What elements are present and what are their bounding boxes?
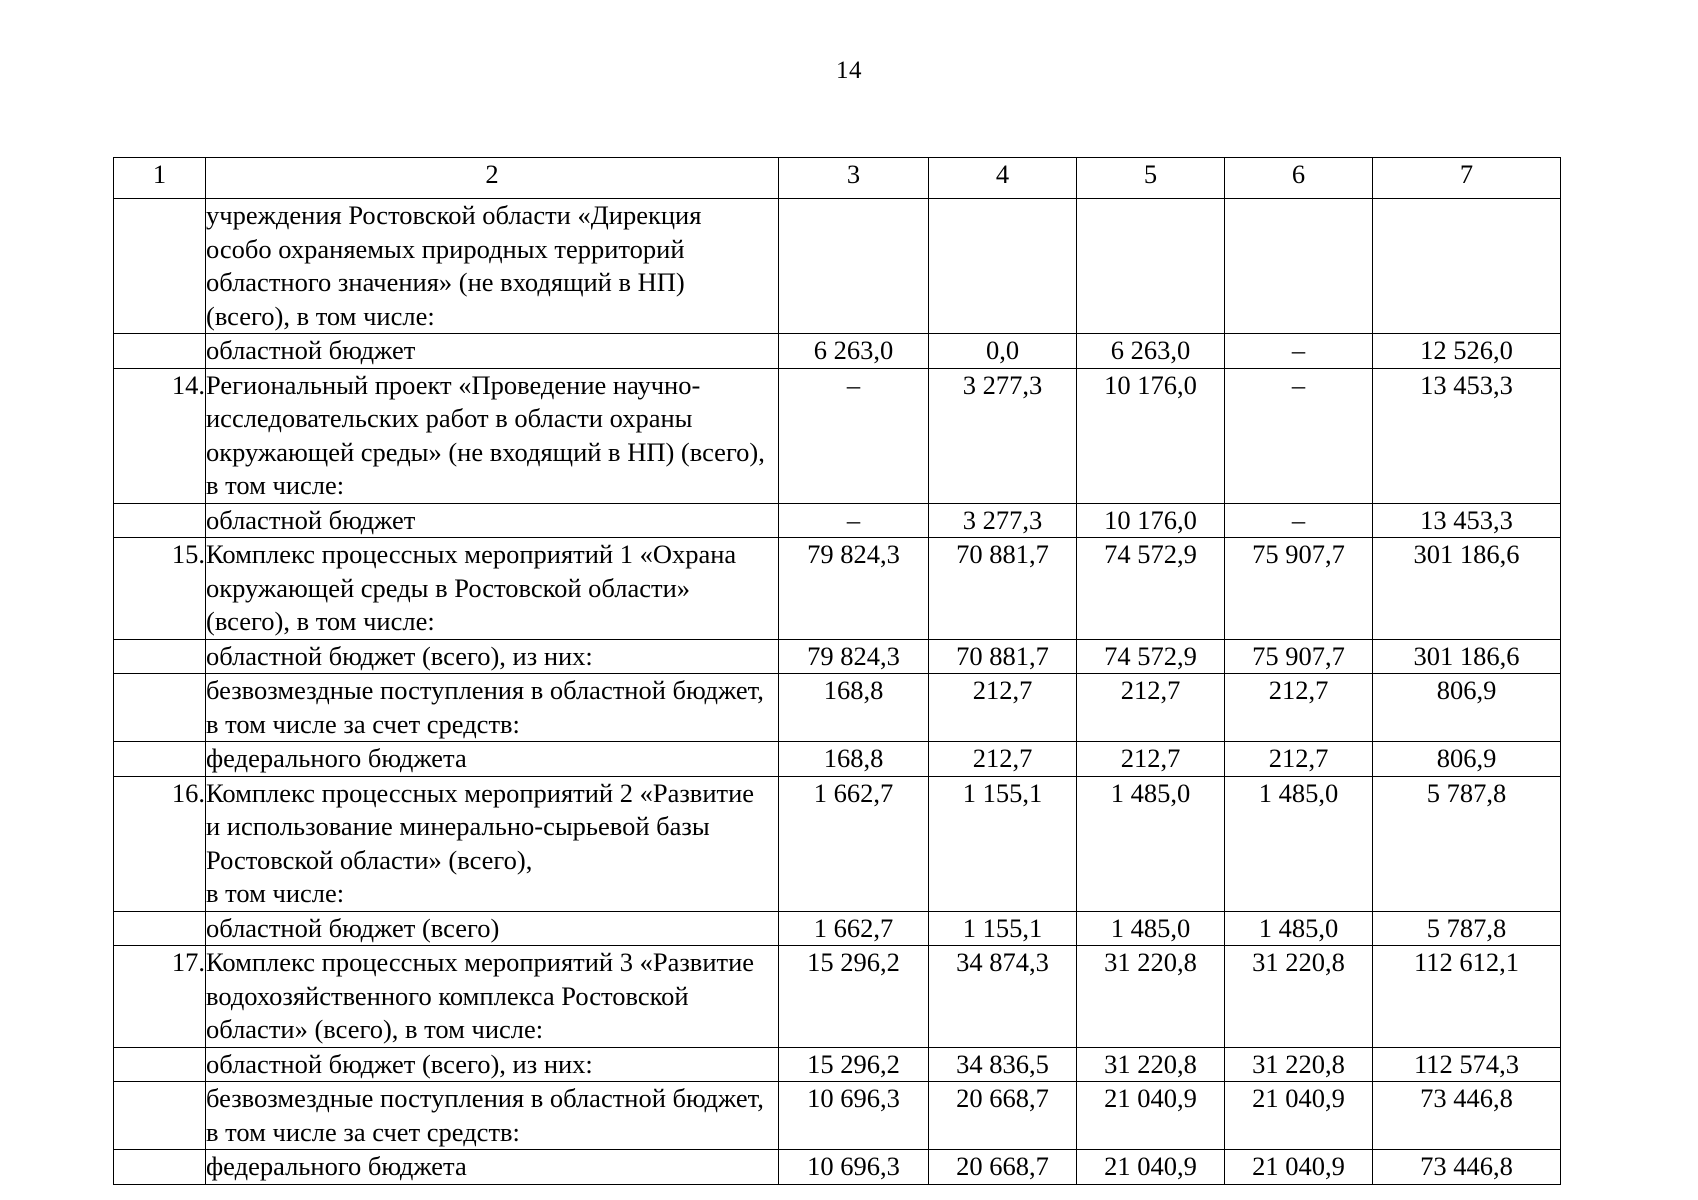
table-row xyxy=(114,776,1561,911)
value-cell-col5: 212,7 xyxy=(1077,674,1225,742)
value-cell-col5: 6 263,0 xyxy=(1077,334,1225,369)
value-cell-col7: 112 574,3 xyxy=(1373,1047,1561,1082)
row-label-cell xyxy=(206,946,779,1048)
row-index-cell xyxy=(114,742,206,777)
row-label-line: в том числе за счет средств: xyxy=(206,708,520,739)
value-cell-col7: 5 787,8 xyxy=(1373,776,1561,911)
row-label-line: Региональный проект «Проведение научно- xyxy=(206,369,701,400)
row-label-cell xyxy=(206,538,779,640)
row-label-line: федерального бюджета xyxy=(206,1151,467,1182)
value-cell-col6: – xyxy=(1225,368,1373,503)
column-header-3: 3 xyxy=(779,158,929,199)
value-cell-col4: 0,0 xyxy=(929,334,1077,369)
row-label-cell xyxy=(206,776,779,911)
value-cell-col7: 806,9 xyxy=(1373,742,1561,777)
value-cell-col7: 112 612,1 xyxy=(1373,946,1561,1048)
value-cell-col4: 34 874,3 xyxy=(929,946,1077,1048)
row-index-cell: 14. xyxy=(114,368,206,503)
value-cell-col5: 31 220,8 xyxy=(1077,1047,1225,1082)
value-cell-col7: 13 453,3 xyxy=(1373,368,1561,503)
column-header-6: 6 xyxy=(1225,158,1373,199)
value-cell-col6: 75 907,7 xyxy=(1225,538,1373,640)
value-cell-col7 xyxy=(1373,199,1561,334)
table-row xyxy=(114,1150,1561,1185)
value-cell-col7: 5 787,8 xyxy=(1373,911,1561,946)
value-cell-col3: – xyxy=(779,503,929,538)
row-label-cell xyxy=(206,334,779,369)
value-cell-col6: – xyxy=(1225,334,1373,369)
value-cell-col5: 21 040,9 xyxy=(1077,1150,1225,1185)
value-cell-col3: 10 696,3 xyxy=(779,1082,929,1150)
row-index-cell xyxy=(114,1082,206,1150)
value-cell-col6: 1 485,0 xyxy=(1225,776,1373,911)
budget-table-body xyxy=(114,158,1561,1185)
value-cell-col7: 301 186,6 xyxy=(1373,538,1561,640)
value-cell-col6: 21 040,9 xyxy=(1225,1150,1373,1185)
row-label-line: исследовательских работ в области охраны xyxy=(206,403,693,434)
value-cell-col4: 70 881,7 xyxy=(929,639,1077,674)
row-label-line: учреждения Ростовской области «Дирекция xyxy=(206,200,702,230)
row-index-cell xyxy=(114,639,206,674)
value-cell-col7: 806,9 xyxy=(1373,674,1561,742)
row-label-line: (всего), в том числе: xyxy=(206,606,435,637)
value-cell-col6: – xyxy=(1225,503,1373,538)
row-label-line: в том числе: xyxy=(206,878,345,909)
value-cell-col5: 74 572,9 xyxy=(1077,538,1225,640)
row-index-cell: 17. xyxy=(114,946,206,1048)
row-index-cell xyxy=(114,1150,206,1185)
value-cell-col3: 79 824,3 xyxy=(779,639,929,674)
row-label-line: областной бюджет (всего), из них: xyxy=(206,640,593,671)
row-label-cell xyxy=(206,1082,779,1150)
value-cell-col5: 1 485,0 xyxy=(1077,776,1225,911)
value-cell-col3: 168,8 xyxy=(779,742,929,777)
row-index-cell xyxy=(114,674,206,742)
row-label-line: федерального бюджета xyxy=(206,743,467,774)
value-cell-col6: 31 220,8 xyxy=(1225,1047,1373,1082)
row-label-line: и использование минерально-сырьевой базы xyxy=(206,811,710,842)
value-cell-col6: 212,7 xyxy=(1225,742,1373,777)
row-label-cell xyxy=(206,199,779,334)
row-label-line: особо охраняемых природных территорий xyxy=(206,233,685,264)
value-cell-col5: 10 176,0 xyxy=(1077,368,1225,503)
table-row xyxy=(114,742,1561,777)
row-index-cell: 15. xyxy=(114,538,206,640)
row-label-line: областной бюджет (всего) xyxy=(206,912,500,943)
column-header-5: 5 xyxy=(1077,158,1225,199)
row-label-line: (всего), в том числе: xyxy=(206,300,435,331)
value-cell-col6 xyxy=(1225,199,1373,334)
table-header-row xyxy=(114,158,1561,199)
value-cell-col4: 212,7 xyxy=(929,674,1077,742)
row-label-line: в том числе: xyxy=(206,470,345,501)
table-row xyxy=(114,1082,1561,1150)
value-cell-col3: 168,8 xyxy=(779,674,929,742)
row-label-cell xyxy=(206,1150,779,1185)
value-cell-col4: 34 836,5 xyxy=(929,1047,1077,1082)
value-cell-col4: 20 668,7 xyxy=(929,1150,1077,1185)
budget-table xyxy=(113,157,1561,1185)
value-cell-col4: 3 277,3 xyxy=(929,503,1077,538)
row-label-cell xyxy=(206,1047,779,1082)
row-label-line: окружающей среды» (не входящий в НП) (всего), xyxy=(206,436,765,467)
column-header-4: 4 xyxy=(929,158,1077,199)
row-index-cell: 16. xyxy=(114,776,206,911)
value-cell-col5: 21 040,9 xyxy=(1077,1082,1225,1150)
row-label-cell xyxy=(206,674,779,742)
table-row xyxy=(114,368,1561,503)
value-cell-col3: 1 662,7 xyxy=(779,911,929,946)
row-label-cell xyxy=(206,911,779,946)
value-cell-col4: 20 668,7 xyxy=(929,1082,1077,1150)
value-cell-col5 xyxy=(1077,199,1225,334)
row-label-line: безвозмездные поступления в областной бюджет, xyxy=(206,1083,764,1114)
row-label-line: в том числе за счет средств: xyxy=(206,1116,520,1147)
value-cell-col7: 13 453,3 xyxy=(1373,503,1561,538)
value-cell-col4: 212,7 xyxy=(929,742,1077,777)
row-label-cell xyxy=(206,503,779,538)
row-label-line: Комплекс процессных мероприятий 2 «Развитие xyxy=(206,777,755,808)
row-label-cell xyxy=(206,639,779,674)
row-label-line: окружающей среды в Ростовской области» xyxy=(206,572,691,603)
row-label-line: областной бюджет xyxy=(206,335,416,366)
value-cell-col5: 212,7 xyxy=(1077,742,1225,777)
row-index-cell xyxy=(114,503,206,538)
budget-table-container xyxy=(113,157,1560,1185)
value-cell-col3: 15 296,2 xyxy=(779,1047,929,1082)
value-cell-col5: 74 572,9 xyxy=(1077,639,1225,674)
value-cell-col7: 301 186,6 xyxy=(1373,639,1561,674)
row-label-line: областного значения» (не входящий в НП) xyxy=(206,267,685,298)
row-label-cell xyxy=(206,742,779,777)
row-label-line: областной бюджет (всего), из них: xyxy=(206,1048,593,1079)
table-row xyxy=(114,946,1561,1048)
value-cell-col6: 212,7 xyxy=(1225,674,1373,742)
row-label-line: Комплекс процессных мероприятий 3 «Развитие xyxy=(206,947,755,978)
value-cell-col7: 12 526,0 xyxy=(1373,334,1561,369)
value-cell-col3: 10 696,3 xyxy=(779,1150,929,1185)
column-header-2: 2 xyxy=(206,158,779,199)
row-index-cell xyxy=(114,199,206,334)
value-cell-col3 xyxy=(779,199,929,334)
table-row xyxy=(114,503,1561,538)
value-cell-col4: 1 155,1 xyxy=(929,911,1077,946)
table-row xyxy=(114,674,1561,742)
value-cell-col7: 73 446,8 xyxy=(1373,1082,1561,1150)
table-row xyxy=(114,538,1561,640)
value-cell-col4: 3 277,3 xyxy=(929,368,1077,503)
column-header-7: 7 xyxy=(1373,158,1561,199)
row-index-cell xyxy=(114,911,206,946)
value-cell-col4: 1 155,1 xyxy=(929,776,1077,911)
value-cell-col4 xyxy=(929,199,1077,334)
row-label-line: областной бюджет xyxy=(206,504,416,535)
table-row xyxy=(114,911,1561,946)
row-index-cell xyxy=(114,1047,206,1082)
row-label-line: Комплекс процессных мероприятий 1 «Охрана xyxy=(206,539,737,570)
value-cell-col6: 75 907,7 xyxy=(1225,639,1373,674)
page-number: 14 xyxy=(836,57,862,84)
row-label-line: Ростовской области» (всего), xyxy=(206,844,533,875)
column-header-1: 1 xyxy=(114,158,206,199)
value-cell-col3: – xyxy=(779,368,929,503)
row-label-line: области» (всего), в том числе: xyxy=(206,1014,544,1045)
table-row xyxy=(114,639,1561,674)
value-cell-col3: 15 296,2 xyxy=(779,946,929,1048)
value-cell-col3: 6 263,0 xyxy=(779,334,929,369)
value-cell-col5: 1 485,0 xyxy=(1077,911,1225,946)
value-cell-col6: 21 040,9 xyxy=(1225,1082,1373,1150)
row-label-line: безвозмездные поступления в областной бюджет, xyxy=(206,675,764,706)
row-index-cell xyxy=(114,334,206,369)
table-row xyxy=(114,334,1561,369)
value-cell-col5: 10 176,0 xyxy=(1077,503,1225,538)
table-row xyxy=(114,199,1561,334)
value-cell-col3: 79 824,3 xyxy=(779,538,929,640)
value-cell-col7: 73 446,8 xyxy=(1373,1150,1561,1185)
value-cell-col6: 1 485,0 xyxy=(1225,911,1373,946)
value-cell-col6: 31 220,8 xyxy=(1225,946,1373,1048)
table-row xyxy=(114,1047,1561,1082)
value-cell-col3: 1 662,7 xyxy=(779,776,929,911)
value-cell-col4: 70 881,7 xyxy=(929,538,1077,640)
row-label-line: водохозяйственного комплекса Ростовской xyxy=(206,980,689,1011)
value-cell-col5: 31 220,8 xyxy=(1077,946,1225,1048)
row-label-cell xyxy=(206,368,779,503)
